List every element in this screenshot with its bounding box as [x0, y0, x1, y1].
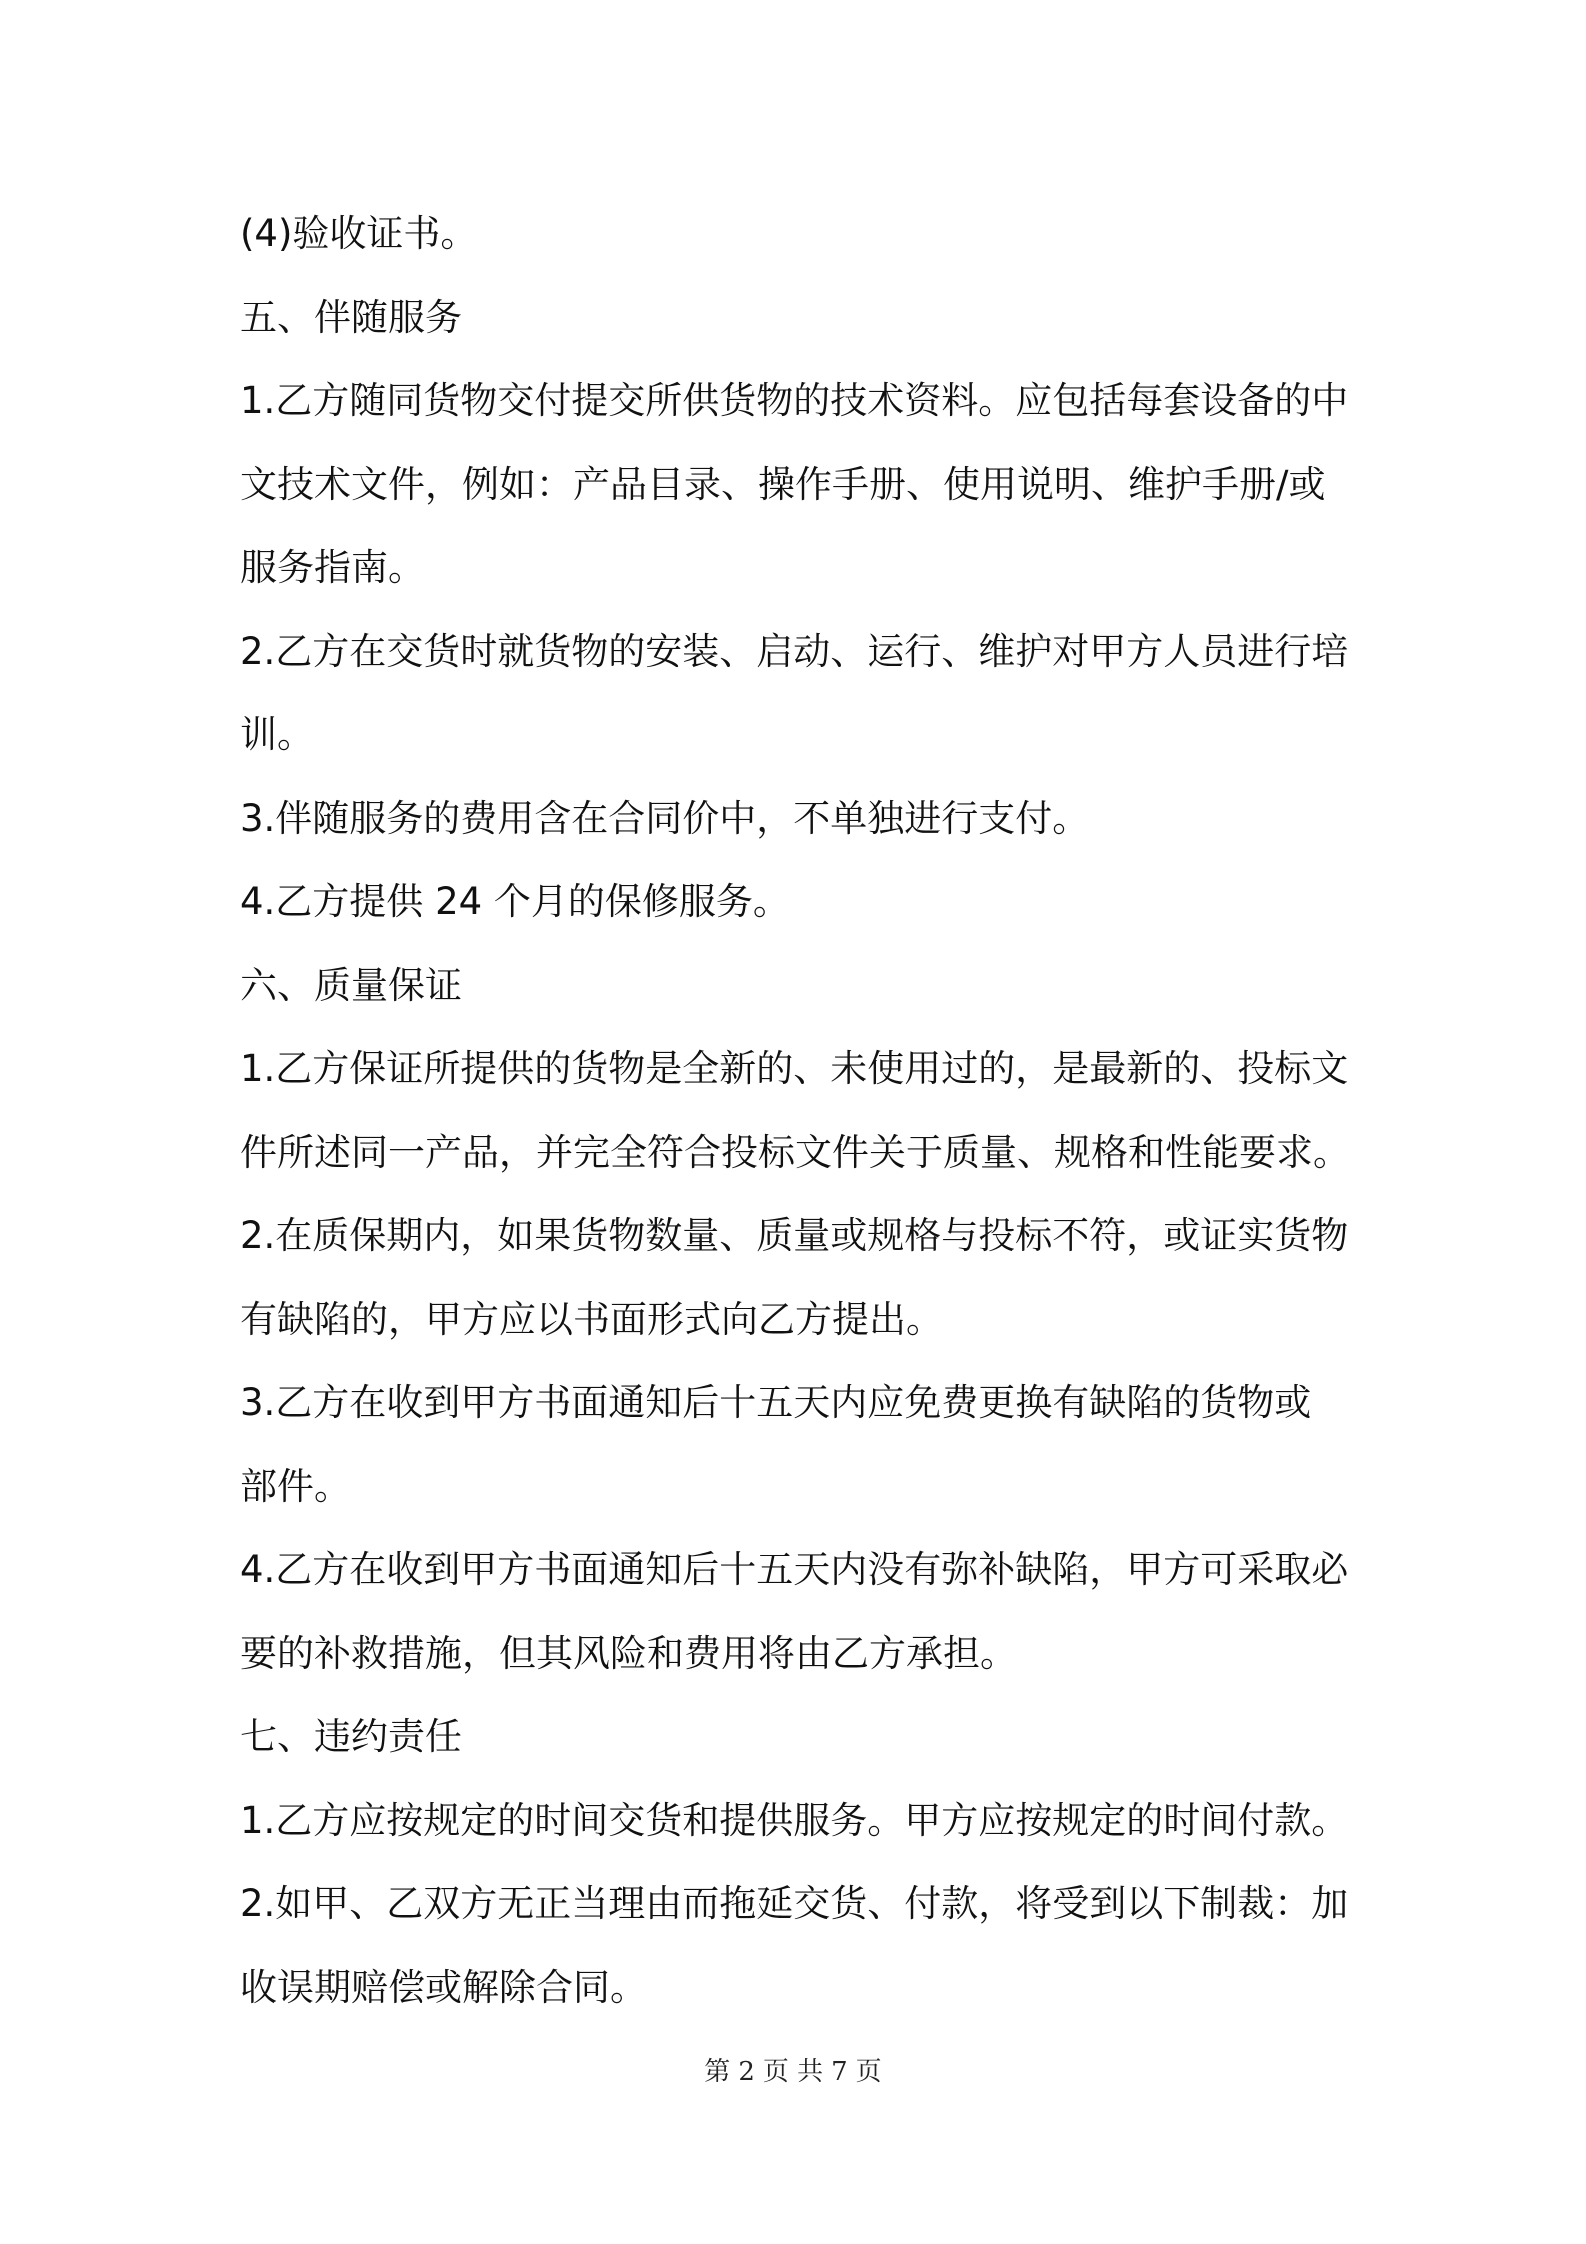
text-line: 2.在质保期内，如果货物数量、质量或规格与投标不符，或证实货物	[240, 1214, 1349, 1257]
text-line: 4.乙方在收到甲方书面通知后十五天内没有弥补缺陷，甲方可采取必	[240, 1548, 1349, 1591]
section-heading: 五、伴随服务	[240, 295, 462, 339]
text-line: 要的补救措施，但其风险和费用将由乙方承担。	[240, 1631, 1017, 1675]
page-total: 7	[831, 2057, 848, 2087]
text-line: 3.伴随服务的费用含在合同价中，不单独进行支付。	[240, 796, 1090, 840]
text-line: 部件。	[240, 1464, 351, 1508]
text-line: 4.乙方提供 24 个月的保修服务。	[240, 880, 790, 923]
text-line: 件所述同一产品，并完全符合投标文件关于质量、规格和性能要求。	[240, 1130, 1350, 1174]
footer-suffix: 页	[855, 2057, 882, 2087]
section-heading: 六、质量保证	[240, 963, 462, 1007]
text-line: 文技术文件，例如：产品目录、操作手册、使用说明、维护手册/或	[240, 462, 1326, 506]
section-heading: 七、违约责任	[240, 1715, 462, 1758]
text-line: 训。	[240, 713, 314, 756]
text-line: 3.乙方在收到甲方书面通知后十五天内应免费更换有缺陷的货物或	[240, 1381, 1312, 1424]
text-line: 2.如甲、乙双方无正当理由而拖延交货、付款，将受到以下制裁：加	[240, 1882, 1349, 1925]
page-number: 2	[738, 2057, 755, 2087]
page-footer	[0, 2052, 1586, 2092]
text-line: (4)验收证书。	[240, 212, 478, 255]
footer-prefix: 第	[704, 2057, 731, 2087]
footer-middle: 页 共	[762, 2057, 824, 2087]
text-line: 1.乙方应按规定的时间交货和提供服务。甲方应按规定的时间付款。	[240, 1798, 1349, 1842]
text-line: 有缺陷的，甲方应以书面形式向乙方提出。	[240, 1297, 943, 1341]
text-line: 2.乙方在交货时就货物的安装、启动、运行、维护对甲方人员进行培	[240, 629, 1349, 673]
document-body	[240, 192, 1360, 2029]
text-line: 收误期赔偿或解除合同。	[240, 1965, 647, 2009]
text-line: 1.乙方随同货物交付提交所供货物的技术资料。应包括每套设备的中	[240, 379, 1349, 422]
text-line: 1.乙方保证所提供的货物是全新的、未使用过的，是最新的、投标文	[240, 1047, 1349, 1090]
text-line: 服务指南。	[240, 546, 425, 589]
